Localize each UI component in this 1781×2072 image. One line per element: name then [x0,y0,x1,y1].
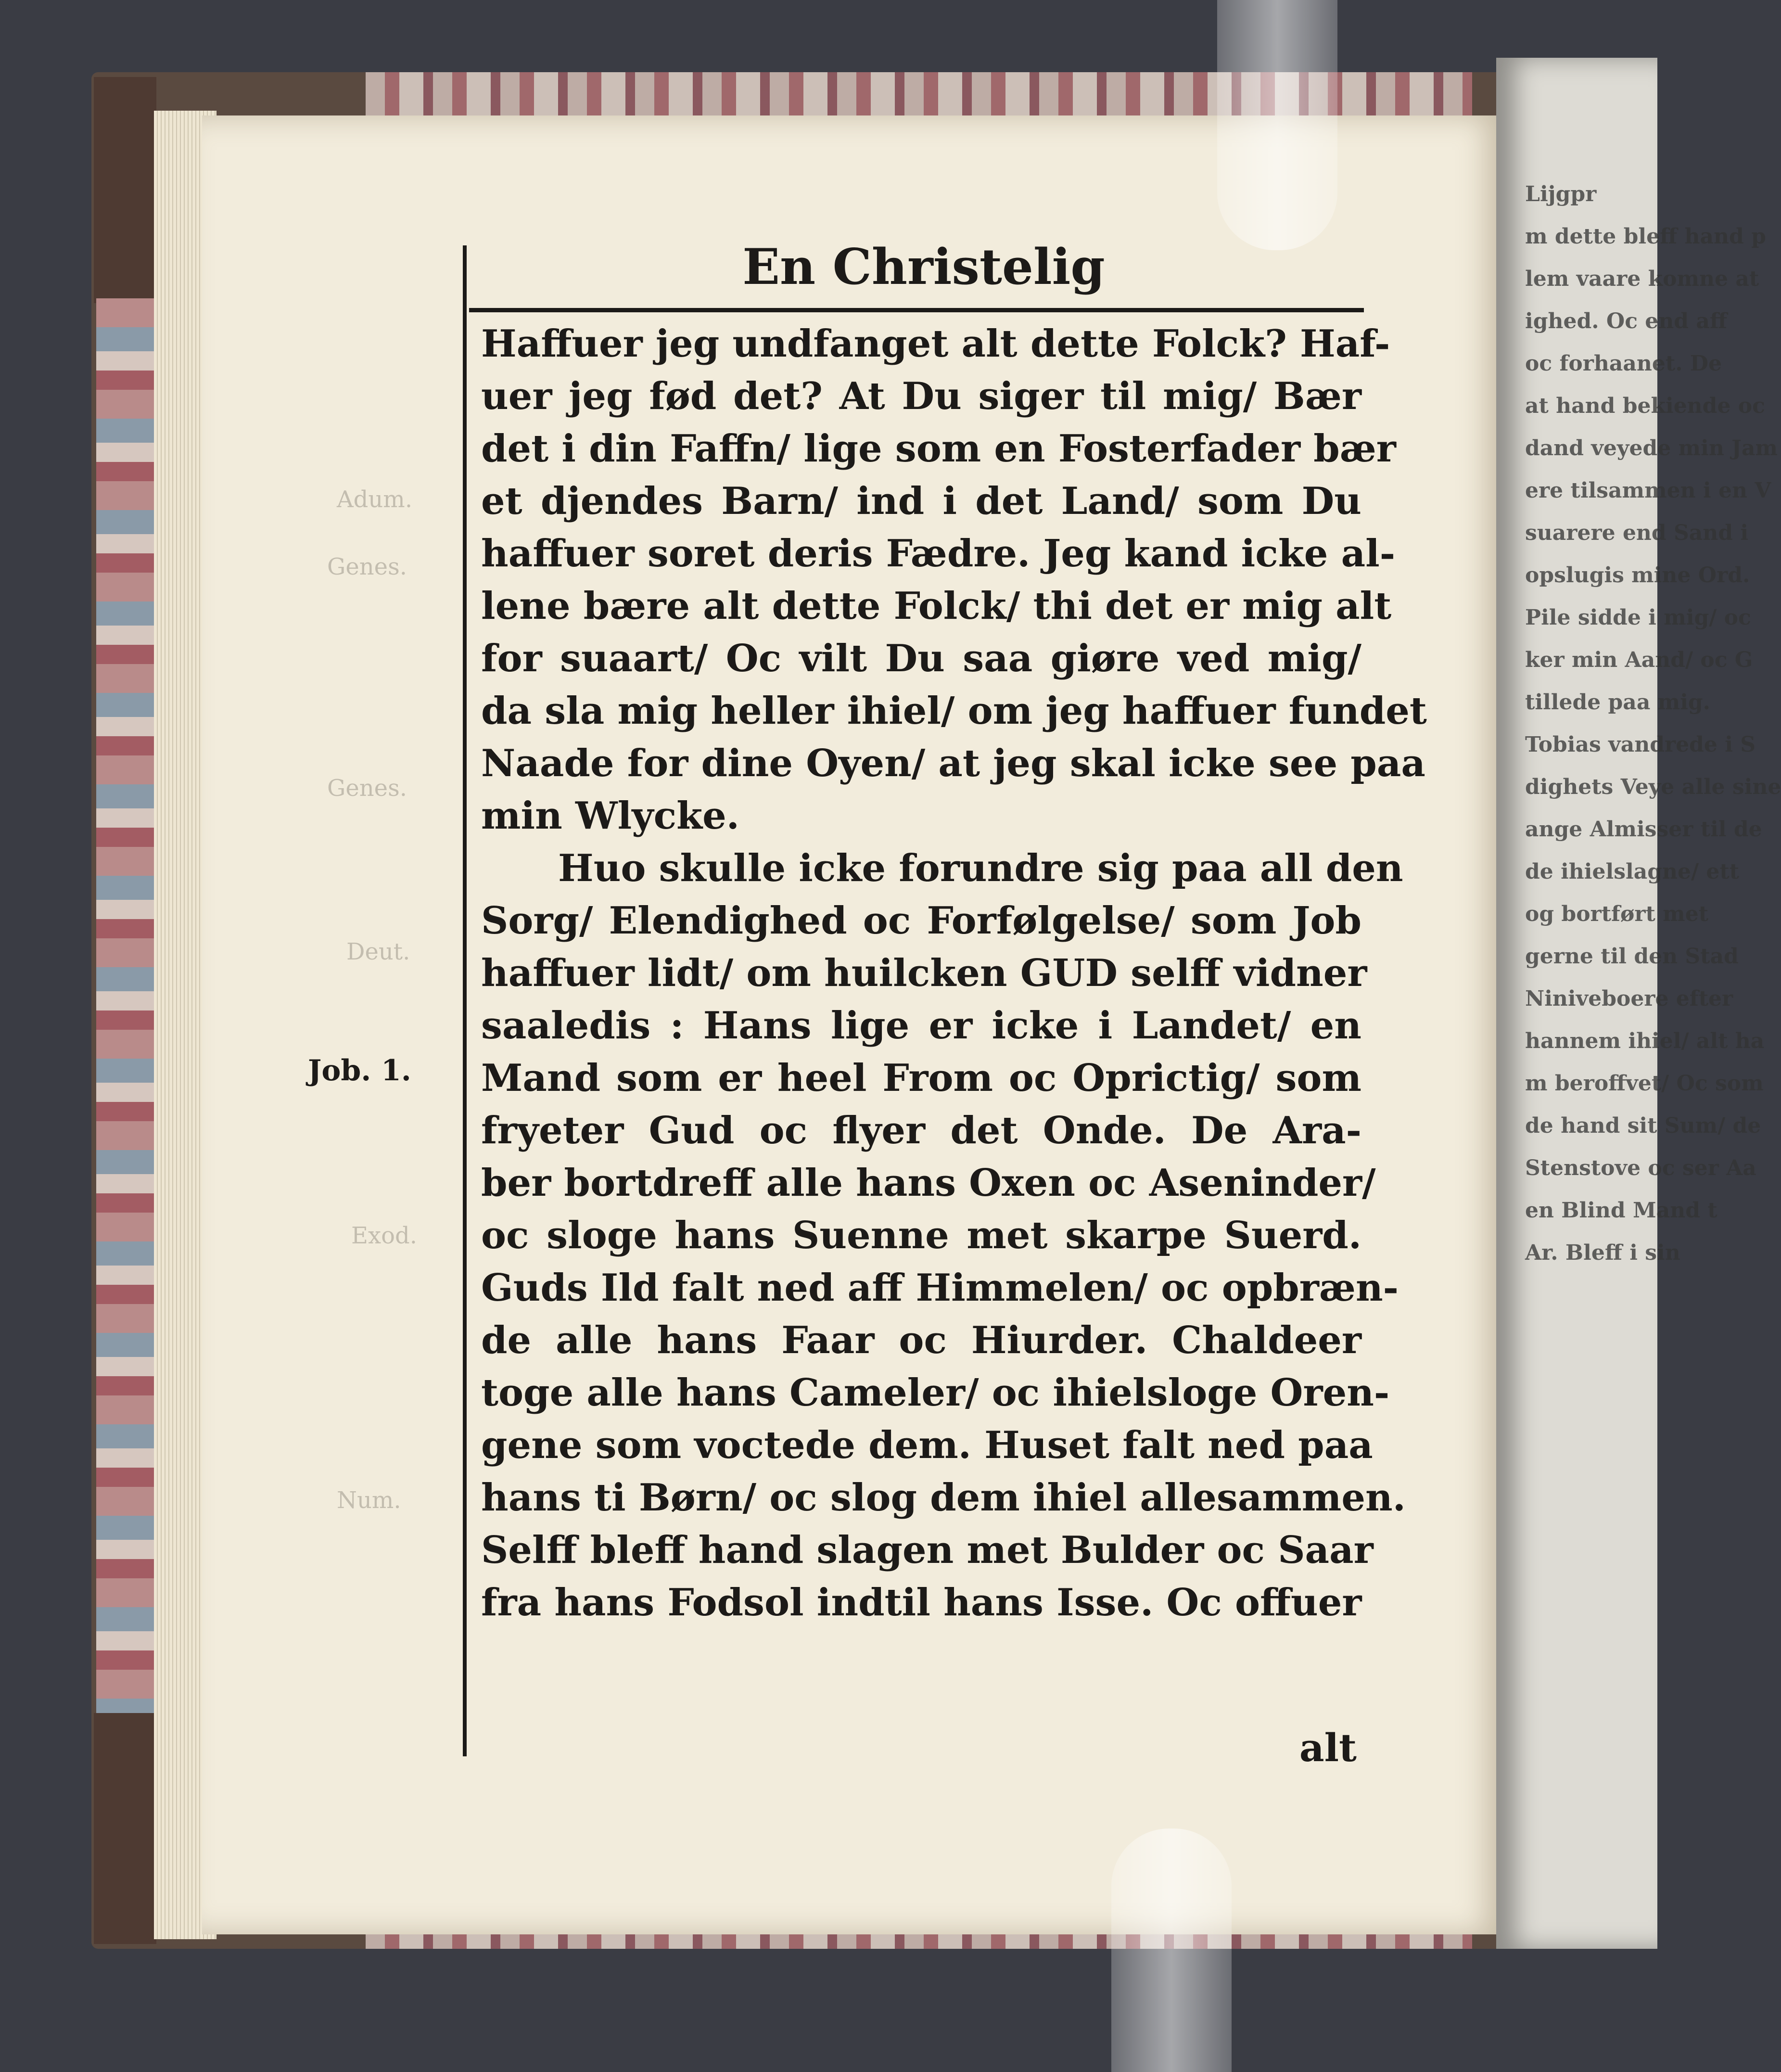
text-line: haffuer soret deris Fædre. Jeg kand icke al- [481,532,1396,576]
facing-text-line: Pile sidde i mig/ oc [1525,605,1751,630]
book-clip-top [1217,0,1337,250]
facing-page-text [1525,173,1781,1274]
facing-text-line: oc forhaanet. De [1525,351,1722,376]
facing-text-line: dand veyede min Jam [1525,436,1778,460]
bleed-through-note: Deut. [346,938,410,965]
facing-text-line: ere tilsammen i en V [1525,478,1771,503]
text-line: det i din Faffn/ lige som en Fosterfader bær [481,427,1396,471]
text-line: de alle hans Faar oc Hiurder. Chaldeer [481,1318,1361,1362]
facing-text-line: Tobias vandrede i S [1525,732,1756,757]
facing-text-line: m beroffvet/ Oc som [1525,1071,1764,1096]
catchword: alt [1299,1725,1357,1770]
margin-rule [463,245,467,1756]
text-line: Naade for dine Oyen/ at jeg skal icke see paa [481,742,1425,785]
text-line: Sorg/ Elendighed oc Forfølgelse/ som Job [481,899,1361,943]
text-line: Guds Ild falt ned aff Himmelen/ oc opbræn- [481,1266,1399,1310]
bleed-through-note: Exod. [351,1222,417,1249]
text-line: hans ti Børn/ oc slog dem ihiel allesammen. [481,1476,1406,1520]
text-line: ber bortdreff alle hans Oxen oc Aseninder/ [481,1161,1376,1205]
text-line: haffuer lidt/ om huilcken GUD selff vidner [481,951,1367,995]
facing-text-line: lem vaare komne at [1525,267,1759,291]
running-title: En Christelig [742,238,1105,296]
facing-text-line: at hand bekiende oc [1525,394,1765,418]
facing-text-line: Ar. Bleff i sin [1525,1241,1680,1265]
facing-text-line: suarere end Sand i [1525,521,1749,545]
facing-text-line: hannem ihiel/ alt ha [1525,1029,1765,1053]
facing-text-line: m dette bleff hand p [1525,224,1766,249]
book-clip-bottom [1111,1829,1232,2072]
text-line: da sla mig heller ihiel/ om jeg haffuer fundet [481,689,1427,733]
text-line: saaledis : Hans lige er icke i Landet/ en [481,1004,1361,1048]
facing-text-line: ange Almisser til de [1525,817,1762,842]
text-line: Huo skulle icke forundre sig paa all den [558,846,1403,890]
text-line: Haffuer jeg undfanget alt dette Folck? Haf- [481,322,1390,366]
facing-text-line: ighed. Oc end aff [1525,309,1727,333]
marbled-board [96,298,154,1742]
facing-text-line: de hand sit Sum/ de [1525,1113,1761,1138]
facing-text-line: Niniveboere efter [1525,986,1733,1011]
text-line: uer jeg fød det? At Du siger til mig/ Bær [481,374,1361,418]
facing-text-line: opslugis mine Ord. [1525,563,1750,588]
facing-text-line: tillede paa mig. [1525,690,1710,715]
body-text [481,318,1427,1629]
facing-text-line: og bortført met [1525,902,1709,926]
leather-binding-top [94,77,156,303]
text-line: fryeter Gud oc flyer det Onde. De Ara- [481,1109,1361,1152]
margin-reference: Job. 1. [308,1054,411,1087]
facing-text-line: Lijgpr [1525,182,1597,206]
facing-text-line: de ihielslagne/ ett [1525,859,1739,884]
header-rule [469,308,1364,312]
bleed-through-note: Genes. [327,553,407,580]
text-line: Mand som er heel From oc Oprictig/ som [481,1056,1361,1100]
text-line: gene som voctede dem. Huset falt ned paa [481,1423,1373,1467]
facing-text-line: gerne til den Stad [1525,944,1739,969]
text-line: Selff bleff hand slagen met Bulder oc Saar [481,1528,1374,1572]
leather-binding-bottom [94,1713,156,1944]
text-line: lene bære alt dette Folck/ thi det er mig alt [481,584,1392,628]
bleed-through-note: Adum. [337,486,413,513]
text-line: et djendes Barn/ ind i det Land/ som Du [481,479,1361,523]
facing-text-line: ker min Aand/ oc G [1525,648,1753,672]
bleed-through-note: Num. [337,1487,401,1514]
text-line: for suaart/ Oc vilt Du saa giøre ved mig/ [481,637,1361,680]
text-line: toge alle hans Cameler/ oc ihielsloge Oren- [481,1371,1390,1415]
facing-page [1496,58,1781,1949]
facing-text-line: dighets Veye alle sine [1525,775,1781,799]
text-line: fra hans Fodsol indtil hans Isse. Oc offuer [481,1581,1362,1624]
text-line: min Wlycke. [481,794,739,838]
facing-text-line: Stenstove oc ser Aa [1525,1156,1756,1180]
bleed-through-note: Genes. [327,775,407,802]
facing-text-line: en Blind Mand t [1525,1198,1717,1223]
text-line: oc sloge hans Suenne met skarpe Suerd. [481,1214,1361,1257]
